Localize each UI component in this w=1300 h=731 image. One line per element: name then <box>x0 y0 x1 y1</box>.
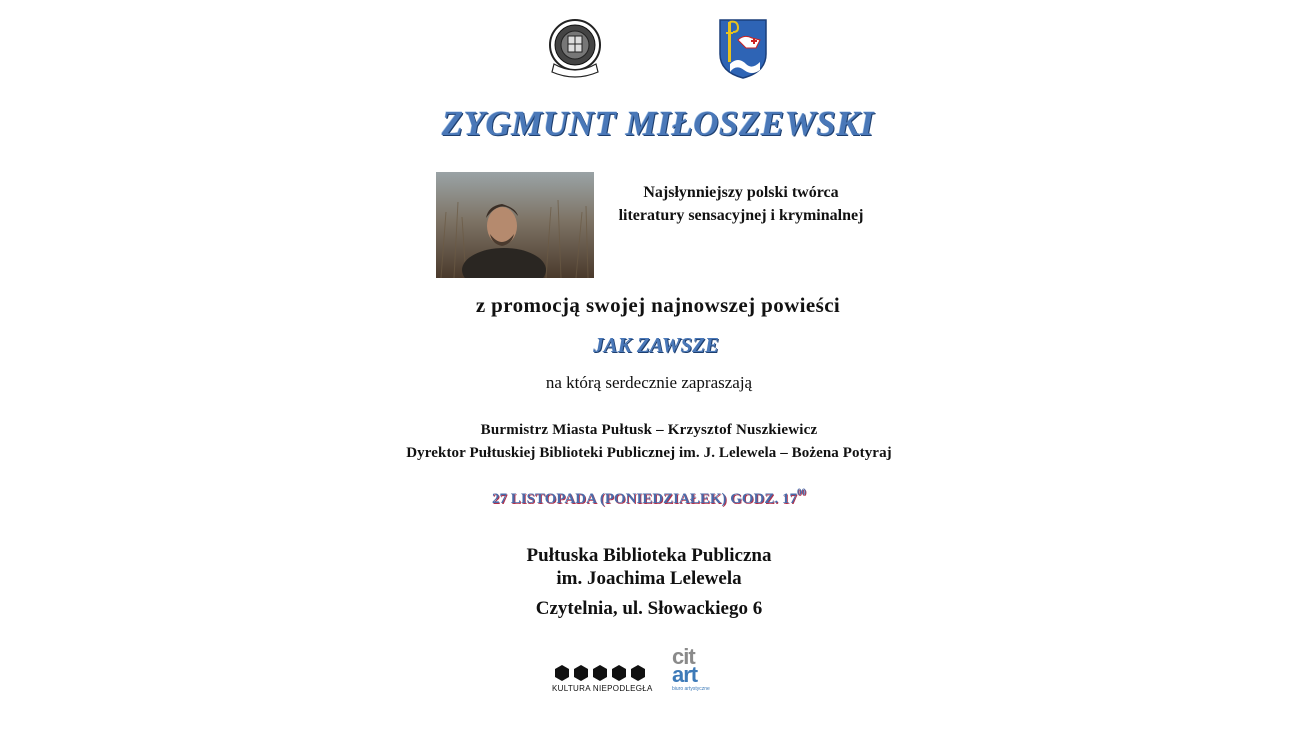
venue-address: Czytelnia, ul. Słowackiego 6 <box>535 598 763 619</box>
hex-icon <box>573 664 589 682</box>
host-mayor: Burmistrz Miasta Pułtusk – Krzysztof Nuszkiewicz <box>480 422 818 438</box>
description-line-2: literatury sensacyjnej i kryminalnej <box>618 207 864 224</box>
author-name-title: ZYGMUNT MIŁOSZEWSKI <box>441 104 875 143</box>
promo-text: z promocją swojej najnowszej powieści <box>475 293 841 317</box>
kultura-label: KULTURA NIEPODLEGŁA <box>552 684 653 693</box>
hex-icon <box>630 664 646 682</box>
citart-logo <box>672 644 718 700</box>
event-date <box>350 487 948 508</box>
author-description <box>600 181 882 227</box>
citart-bottom-word: art <box>672 662 698 687</box>
author-photo <box>436 172 594 278</box>
venue-patron: im. Joachima Lelewela <box>556 568 742 589</box>
hex-icon <box>611 664 627 682</box>
kultura-hex-icons <box>552 664 648 682</box>
book-title: JAK ZAWSZE <box>593 333 719 357</box>
pultusk-coat-of-arms-icon <box>718 18 768 80</box>
event-time-minutes: 00 <box>796 487 806 497</box>
host-library-director: Dyrektor Pułtuskiej Biblioteki Publicznej im. J. Lelewela – Bożena Potyraj <box>406 445 892 461</box>
citart-subtitle: biuro artystyczne <box>672 686 710 692</box>
hex-icon <box>554 664 570 682</box>
description-line-1: Najsłynniejszy polski twórca <box>643 184 839 201</box>
invite-text: na którą serdecznie zapraszają <box>545 373 753 392</box>
kultura-niepodlegla-logo <box>552 664 653 698</box>
citart-top-word: cit <box>672 644 695 669</box>
hex-icon <box>592 664 608 682</box>
event-date-text: 27 LISTOPADA (PONIEDZIAŁEK) GODZ. 17 <box>492 491 797 507</box>
venue-name: Pułtuska Biblioteka Publiczna <box>526 545 772 566</box>
university-seal-icon <box>548 18 602 80</box>
